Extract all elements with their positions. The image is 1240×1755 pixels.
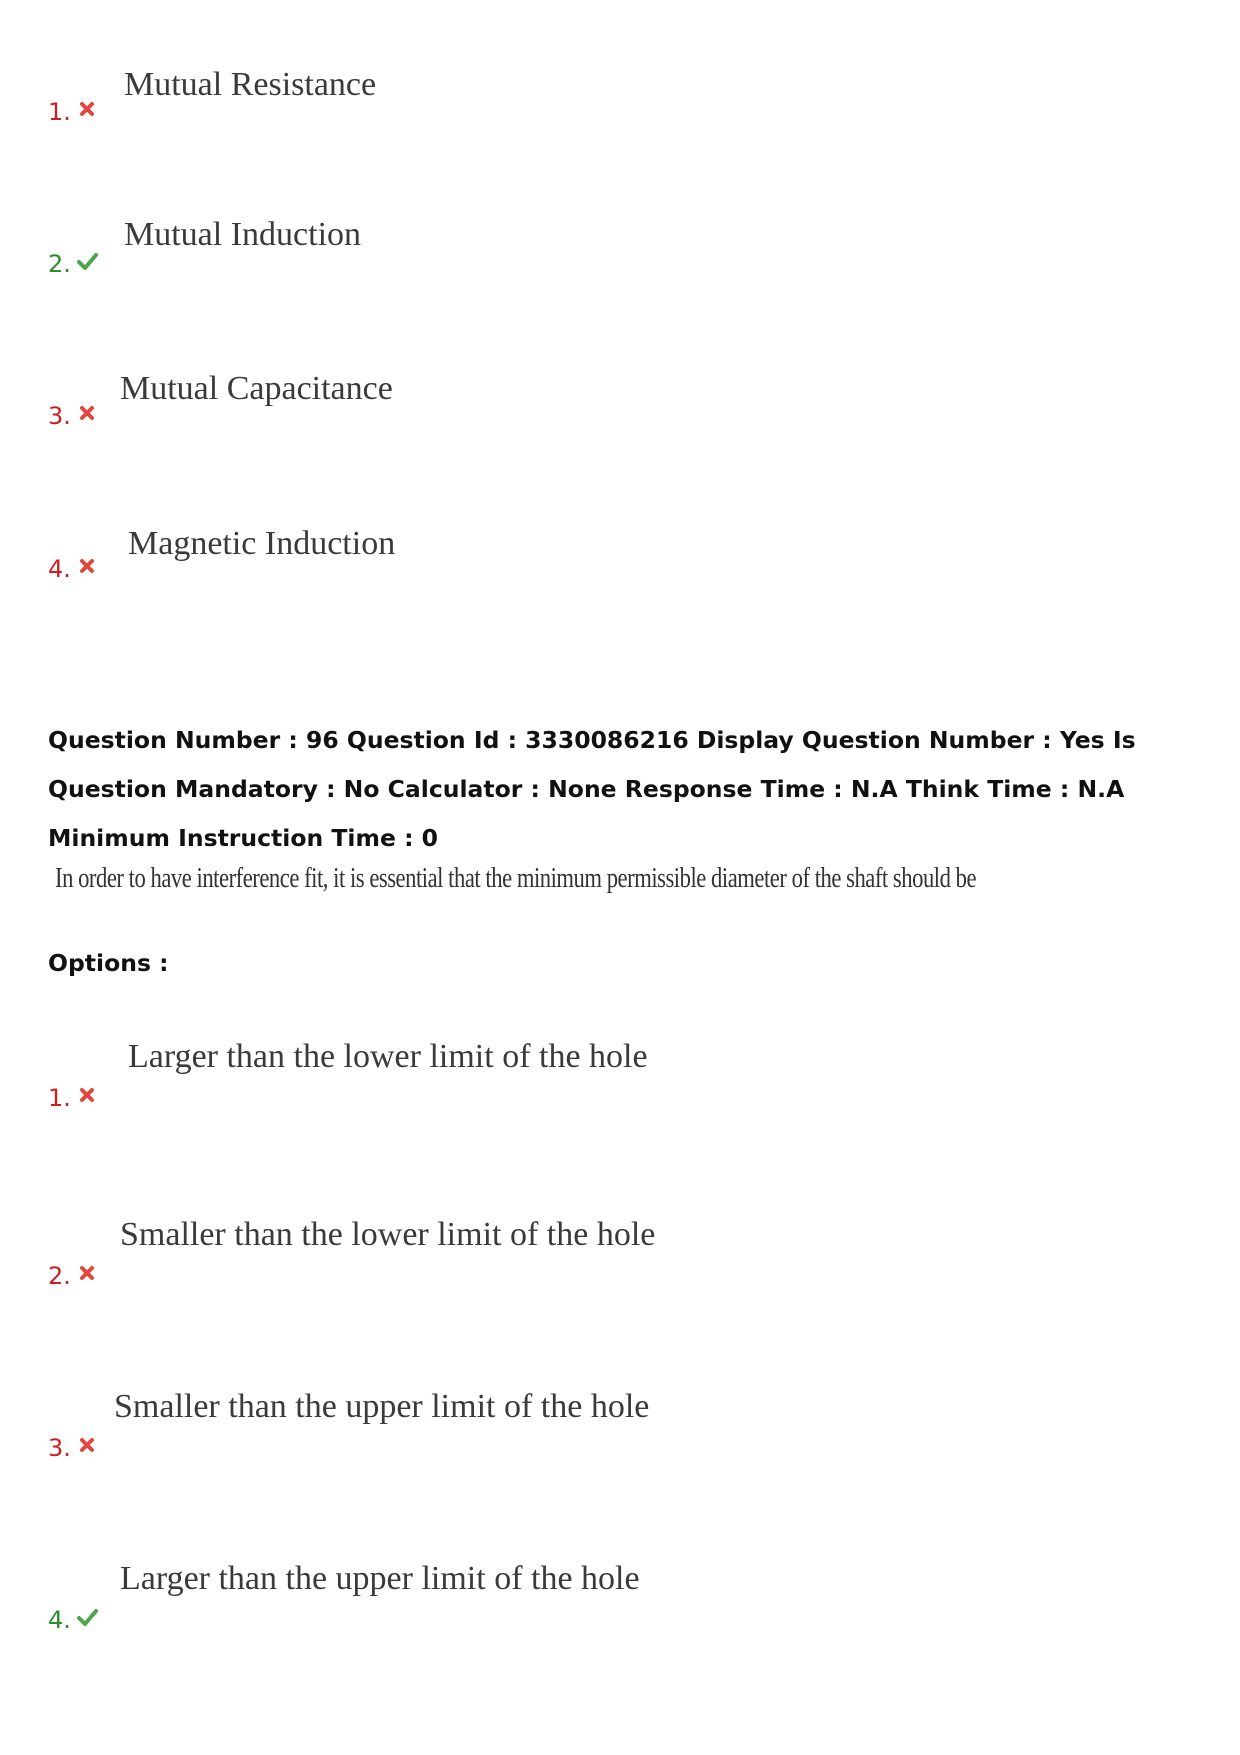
option-number: 4.	[48, 1606, 71, 1634]
option-number: 1.	[48, 1084, 71, 1112]
option-text: Mutual Induction	[124, 216, 362, 253]
cross-icon	[76, 402, 98, 424]
question-text: In order to have interference fit, it is essential that the minimum permissible diameter of the shaft should be	[55, 862, 977, 894]
options-label: Options :	[48, 949, 169, 977]
question-meta: Question Number : 96 Question Id : 3330086216 Display Question Number : Yes Is Question Mandatory : No Calculator : None Response Time : N.A Think Time : N.A Minimum Instruction Time : 0	[48, 726, 1136, 852]
option-text: Larger than the lower limit of the hole	[128, 1038, 648, 1075]
option-item	[0, 1560, 1240, 1648]
check-icon	[76, 250, 98, 272]
check-icon	[76, 1606, 98, 1628]
cross-icon	[76, 1084, 98, 1106]
option-number: 4.	[48, 555, 71, 583]
option-item	[0, 1038, 1240, 1126]
option-text: Larger than the upper limit of the hole	[120, 1560, 640, 1597]
option-number: 1.	[48, 98, 71, 126]
option-text: Magnetic Induction	[128, 525, 396, 562]
option-text: Mutual Resistance	[124, 66, 377, 103]
option-number: 2.	[48, 250, 71, 278]
option-item	[0, 1388, 1240, 1476]
option-item	[0, 60, 1240, 140]
option-item	[0, 212, 1240, 292]
option-text: Smaller than the upper limit of the hole	[114, 1388, 650, 1425]
option-text: Smaller than the lower limit of the hole	[120, 1216, 656, 1253]
option-text: Mutual Capacitance	[120, 370, 393, 407]
option-number: 3.	[48, 1434, 71, 1462]
option-item	[0, 1216, 1240, 1304]
cross-icon	[76, 98, 98, 120]
cross-icon	[76, 1434, 98, 1456]
cross-icon	[76, 555, 98, 577]
option-item	[0, 364, 1240, 444]
option-number: 2.	[48, 1262, 71, 1290]
option-number: 3.	[48, 402, 71, 430]
option-item	[0, 517, 1240, 597]
cross-icon	[76, 1262, 98, 1284]
